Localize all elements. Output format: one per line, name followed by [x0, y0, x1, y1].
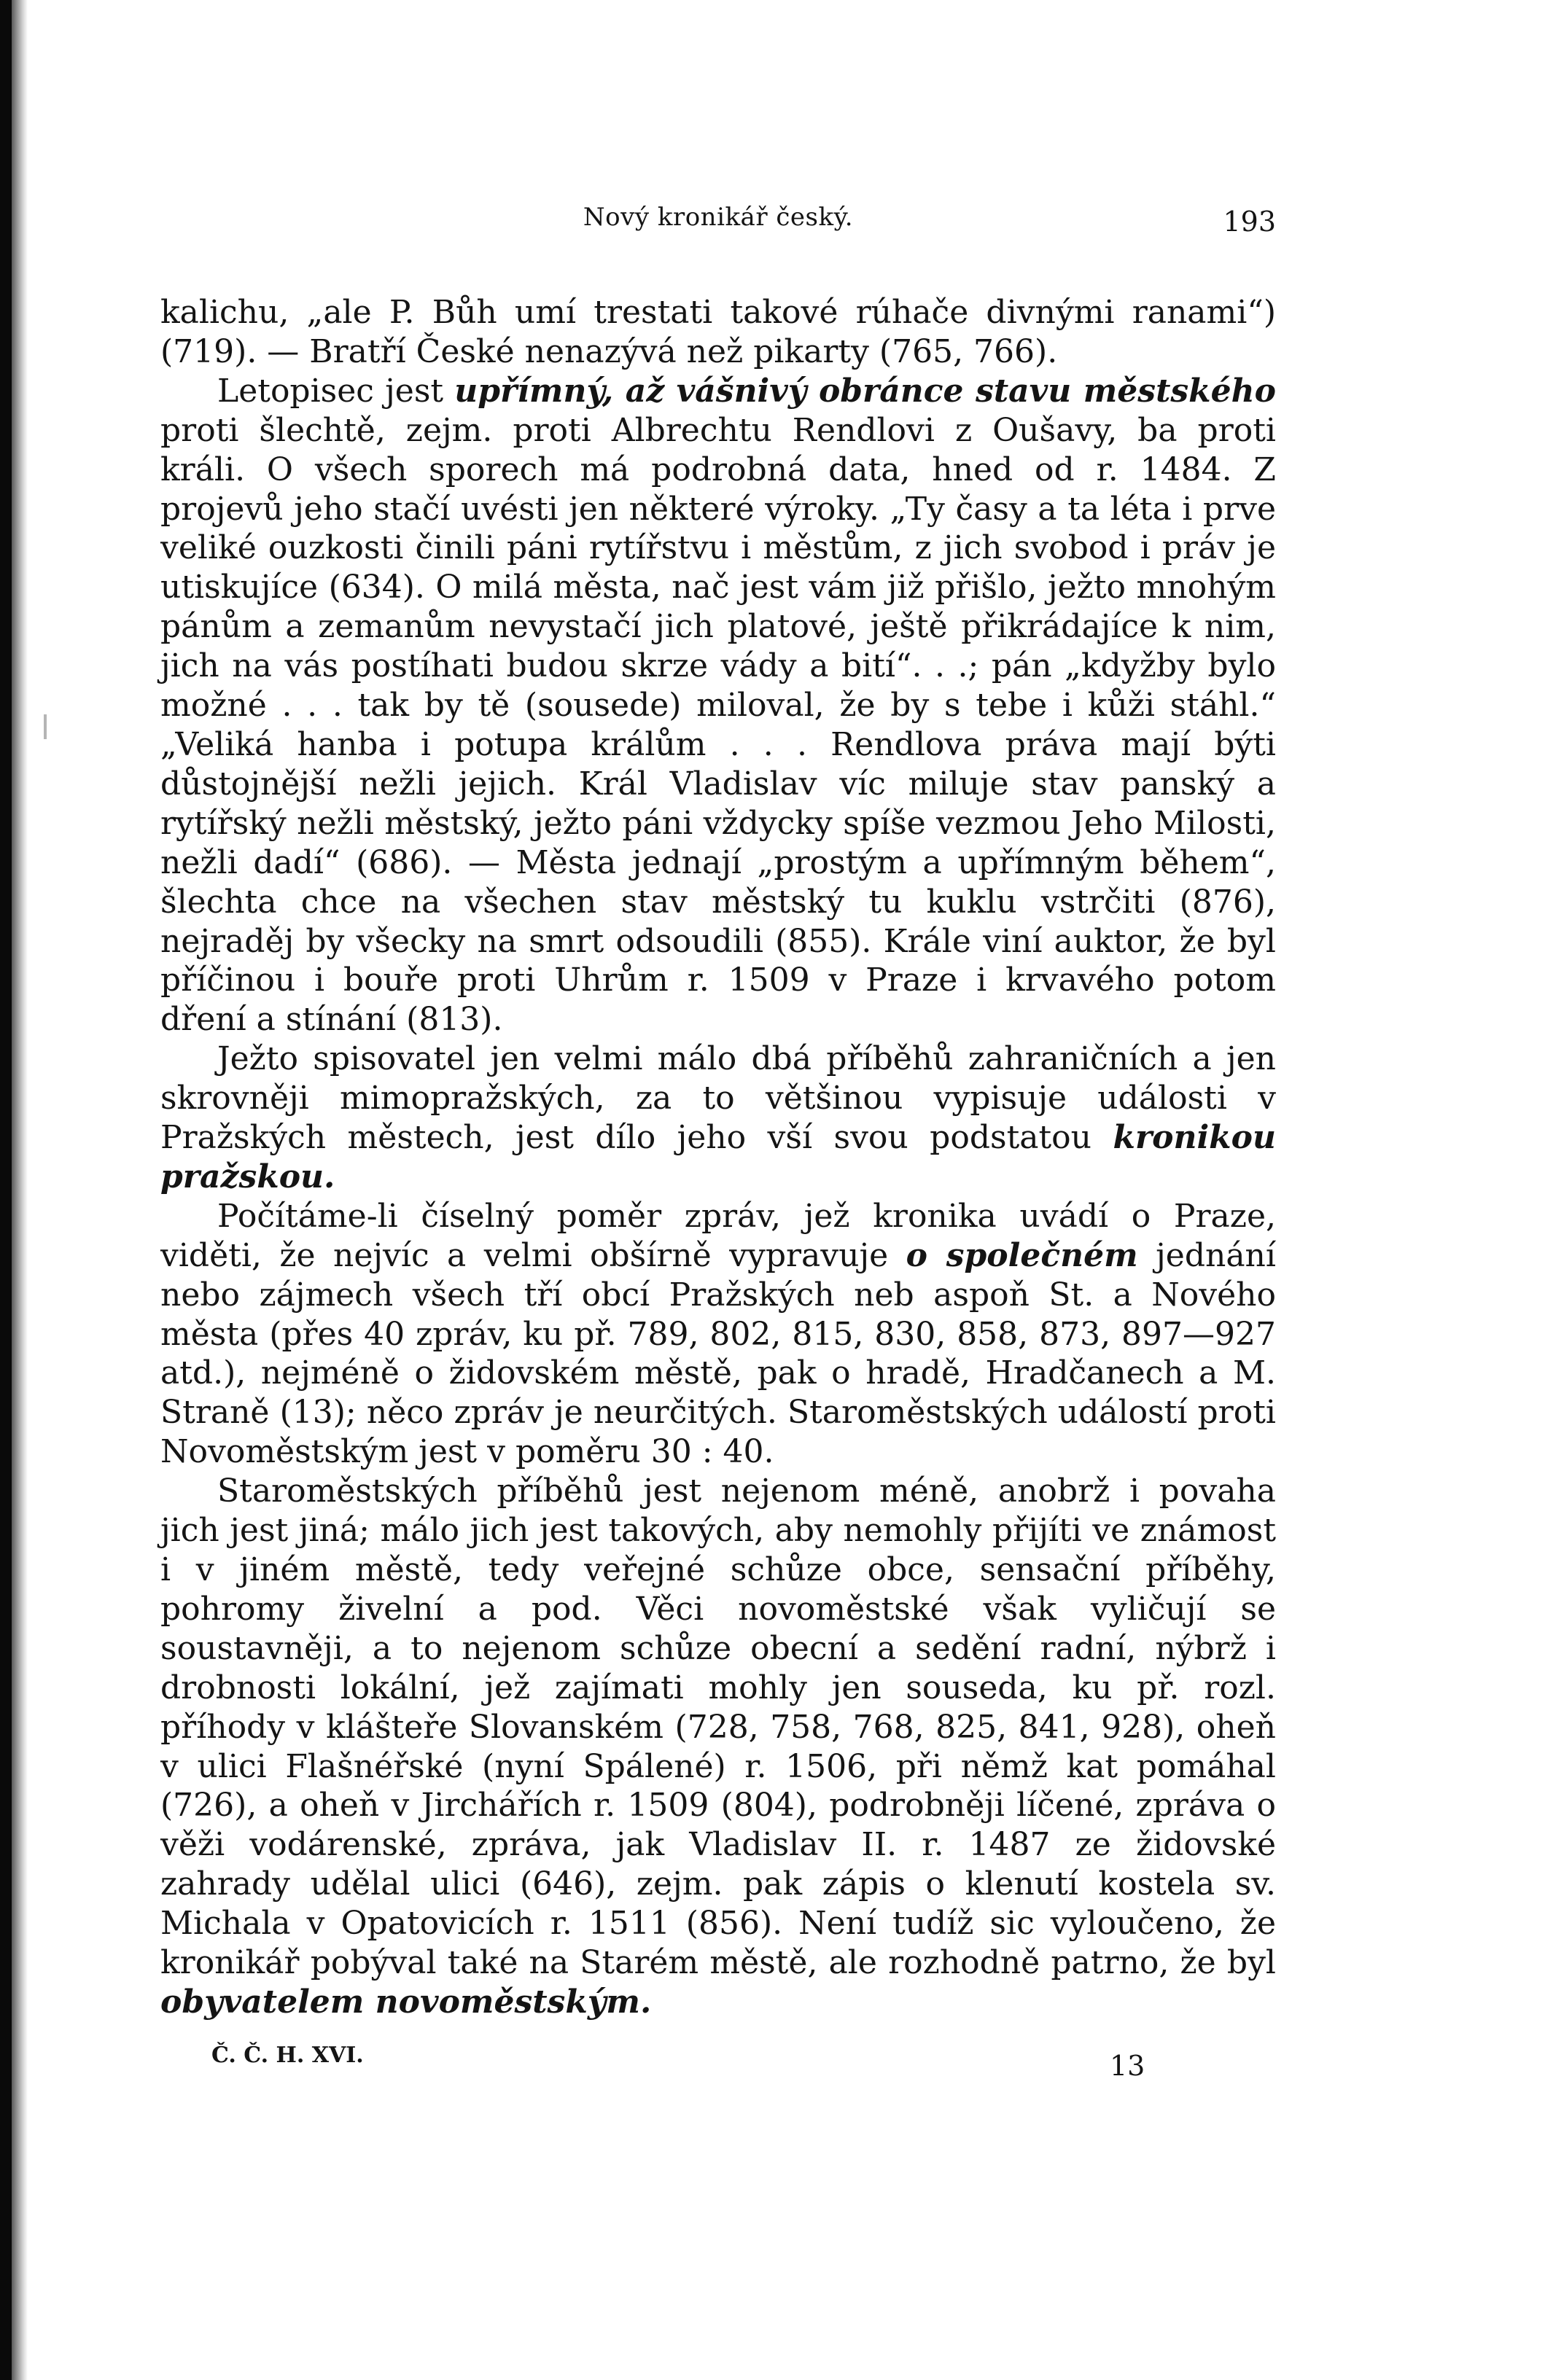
paragraph-text: Staroměstských příběhů jest nejenom méně, anobrž i povaha jich jest jiná; málo jich jest takových, aby nemohly přijíti ve známost i v jiném městě, tedy veřejné schůze obce, sensační příběhy, pohromy živelní a pod. Věci novoměstské však vyličují se soustavněji, a to nejenom schůze obecní a sedění radní, nýbrž i drobnosti lokální, jež zajímati mohly jen souseda, ku př. rozl. příhody v klášteře Slovanském (728, 758, 768, 825, 841, 928), oheň v ulici Flašnéřské (nyní Spálené) r. 1506, při němž kat pomáhal (726), a oheň v Jirchářích r. 1509 (804), podrobněji líčené, zpráva o věži vodárenské, zpráva, jak Vladislav II. r. 1487 ze židovské zahrady udělal ulici (646), zejm. pak zápis o klenutí kostela sv. Michala v Opatovicích r. 1511 (856). Není tudíž sic vyloučeno, že kronikář pobýval také na Starém městě, ale rozhodně patrno, že byl [160, 1472, 1276, 1982]
emphasis-text: upřímný, až vášnivý obránce stavu městského [454, 372, 1276, 410]
paragraph-text: Počítáme-li číselný poměr zpráv, jež kronika uvádí o Praze, viděti, že nejvíc a velmi obšírně vypravuje [160, 1197, 1276, 1274]
paragraph-text: jednání nebo zájmech všech tří obcí Pražských neb aspoň St. a Nového města (přes 40 zpráv, ku př. 789, 802, 815, 830, 858, 873, 897—927 atd.), nejméně o židovském městě, pak o hradě, Hradčanech a M. Straně (13); něco zpráv je neurčitých. Staroměstských událostí proti Novoměstským jest v poměru 30 : 40. [160, 1236, 1276, 1471]
page-number: 193 [1223, 206, 1276, 238]
emphasis-text: obyvatelem novoměstským. [160, 1983, 652, 2021]
paragraph [160, 1197, 1276, 1472]
body-text [160, 293, 1276, 2022]
paragraph [160, 1039, 1276, 1197]
paragraph-text: proti šlechtě, zejm. proti Albrechtu Rendlovi z Oušavy, ba proti králi. O všech sporech má podrobná data, hned od r. 1484. Z projevů jeho stačí uvésti jen některé výroky. „Ty časy a ta léta i prve veliké ouzkosti činili páni rytířstvu i městům, z jich svobod i práv je utiskujíce (634). O milá města, nač jest vám již přišlo, ježto mnohým pánům a zemanům nevystačí jich platové, ještě přikrádajíce k nim, jich na vás postíhati budou skrze vády a bití“. . .; pán „kdyžby bylo možné . . . tak by tě (sousede) miloval, že by s tebe i kůži stáhl.“ „Veliká hanba i potupa králům . . . Rendlova práva mají býti důstojnější nežli jejich. Král Vladislav víc miluje stav panský a rytířský nežli městský, ježto páni vždycky spíše vezmou Jeho Milosti, nežli dadí“ (686). — Města jednají „prostým a upřímným během“, šlechta chce na všechen stav městský tu kuklu vstrčiti (876), nejraděj by všecky na smrt odsoudili (855). Krále viní auktor, že byl příčinou i bouře proti Uhrům r. 1509 v Praze i krvavého potom dření a stínání (813). [160, 411, 1276, 1039]
running-title: Nový kronikář český. [583, 203, 854, 232]
page-header [160, 203, 1276, 246]
scan-mark [44, 714, 47, 739]
paragraph-text: Letopisec jest [217, 372, 455, 410]
book-page [160, 203, 1276, 2086]
paragraph-text: Ježto spisovatel jen velmi málo dbá příběhů zahraničních a jen skrovněji mimopražských, za to většinou vypisuje události v Pražských městech, jest dílo jeho vší svou podstatou [160, 1040, 1276, 1157]
paragraph [160, 293, 1276, 372]
emphasis-text: o společném [906, 1236, 1138, 1274]
sheet-number: 13 [1110, 2049, 1145, 2082]
paragraph [160, 372, 1276, 1039]
paragraph [160, 1472, 1276, 2022]
printer-signature: Č. Č. H. XVI. [211, 2042, 364, 2068]
paragraph-text: kalichu, „ale P. Bůh umí trestati takové rúhače divnými ranami“) (719). — Bratří České nenazývá než pikarty (765, 766). [160, 294, 1276, 370]
page-spine-shadow [0, 0, 12, 2380]
page-footer [160, 2042, 1276, 2086]
emphasis-text: kronikou pražskou. [160, 1119, 1276, 1195]
page-spine-gradient [12, 0, 28, 2380]
